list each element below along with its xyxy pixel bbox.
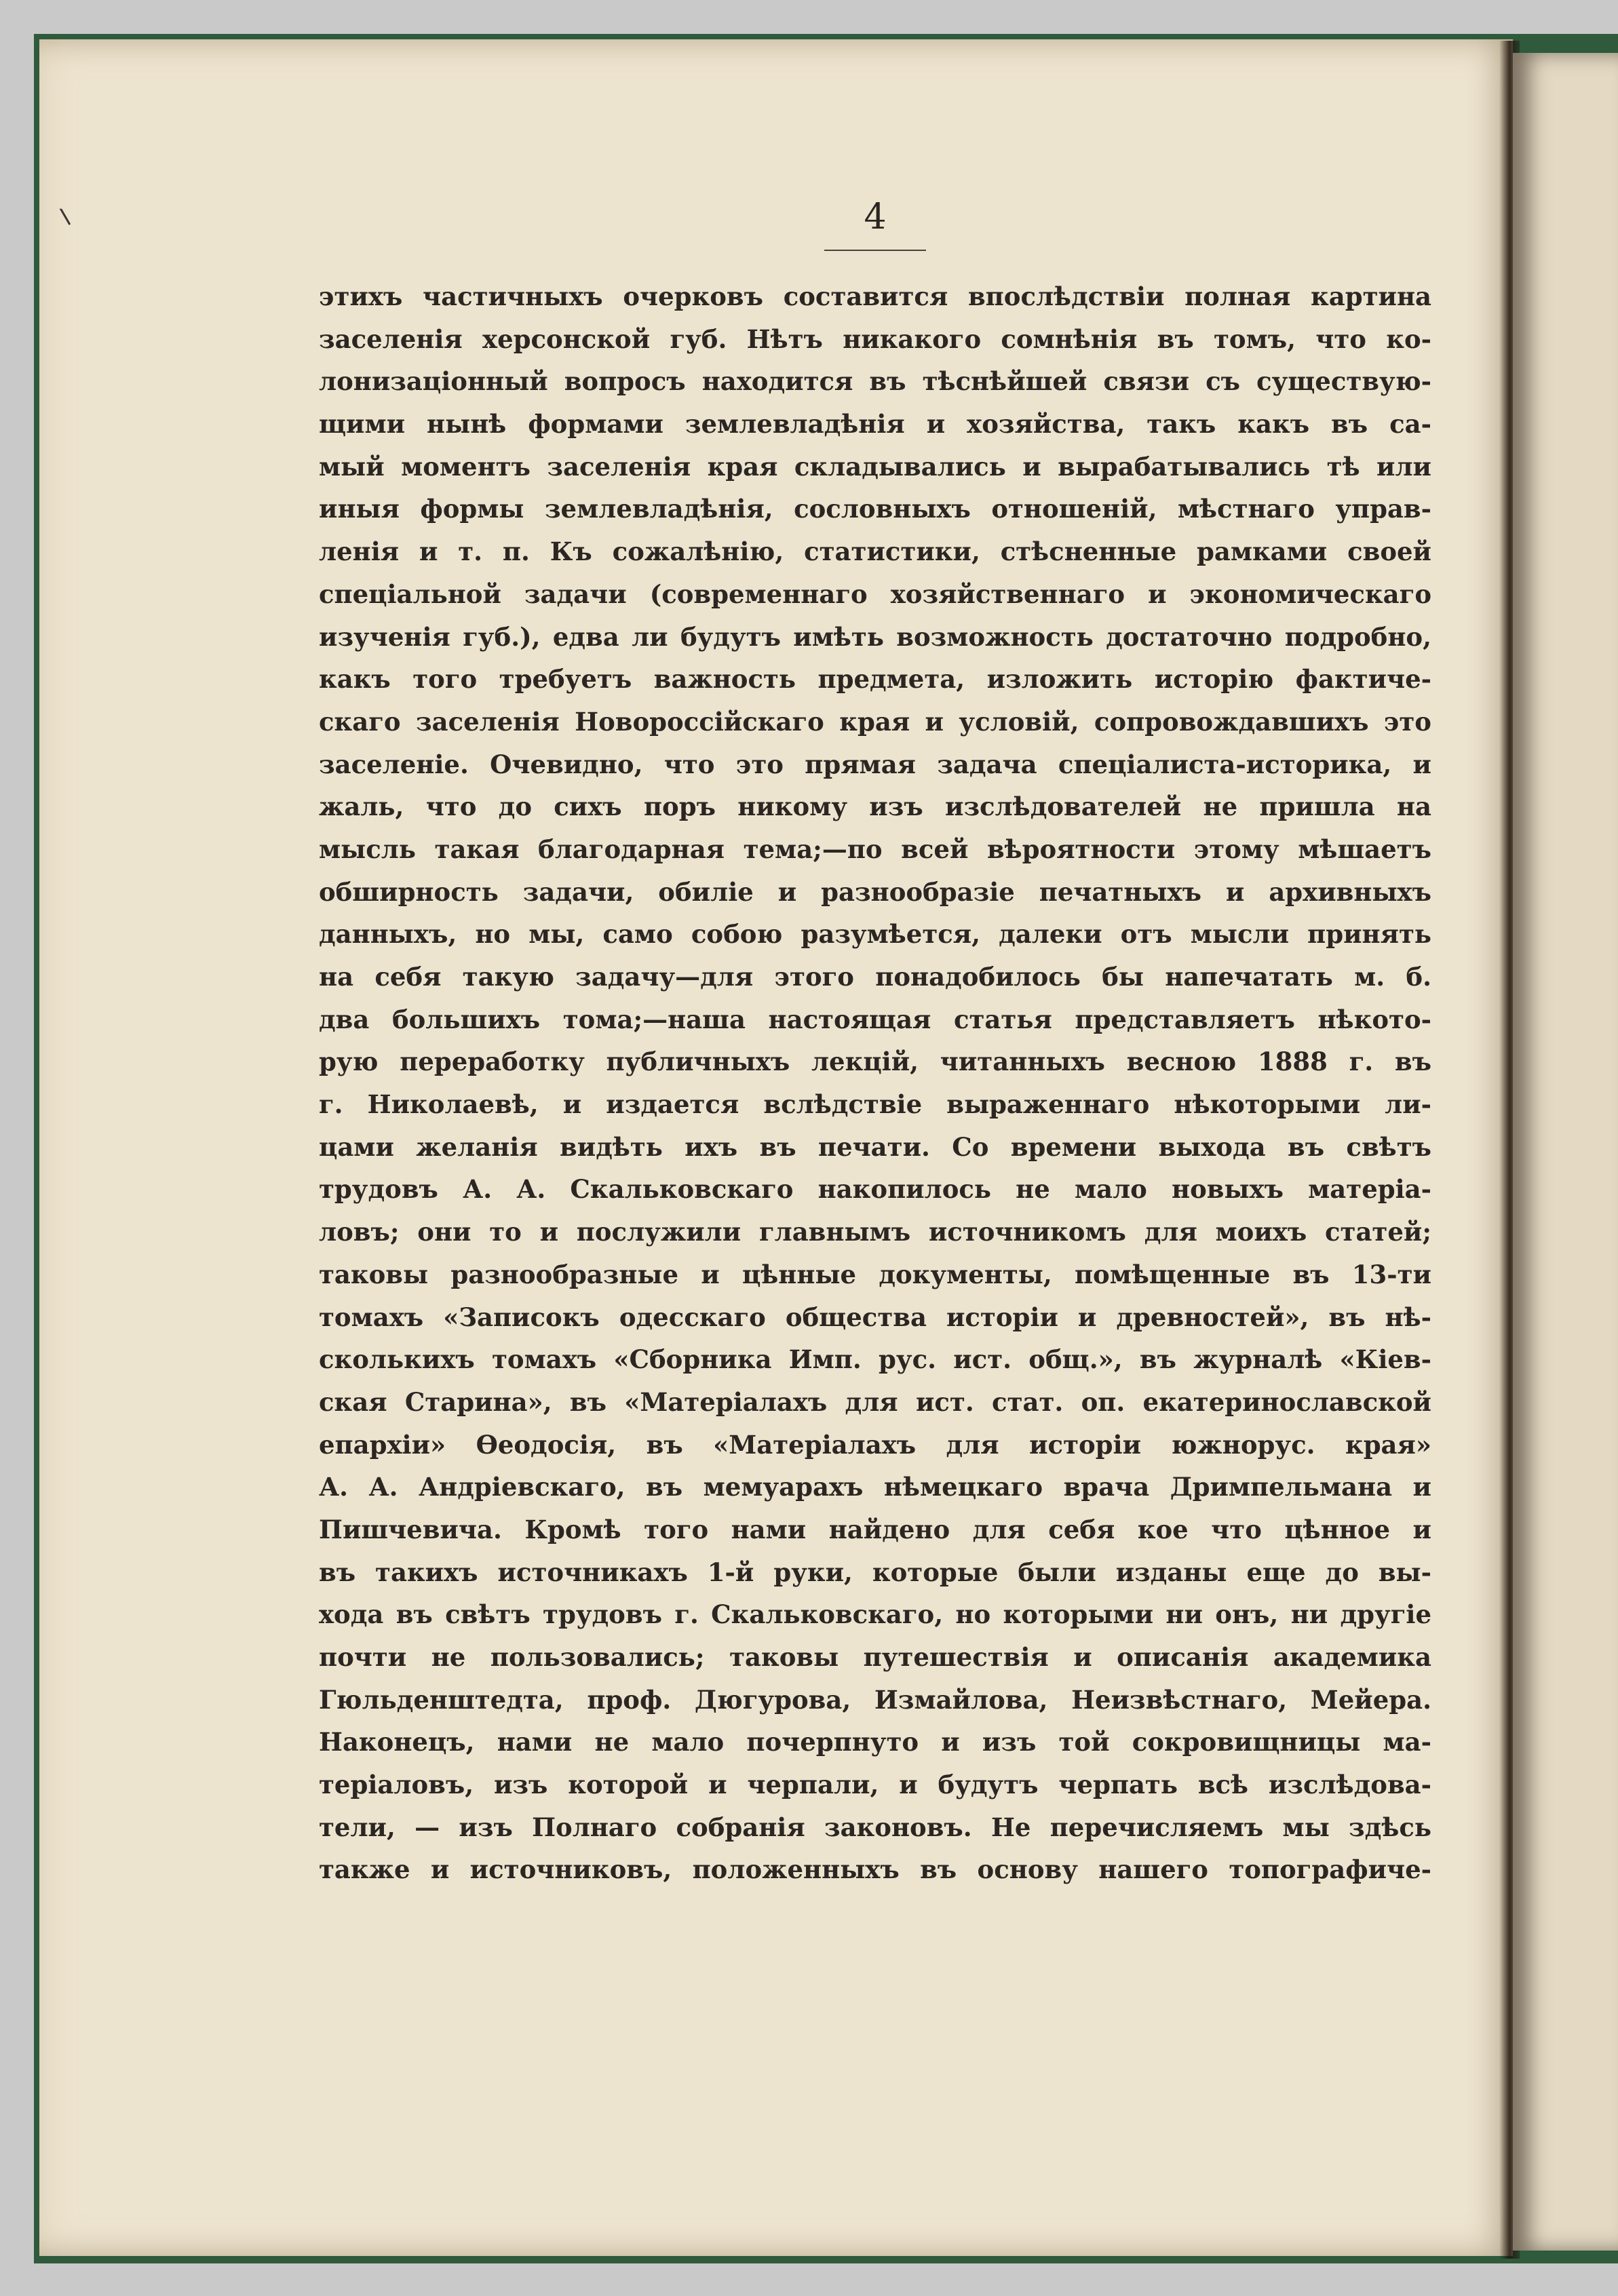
text-line: трудовъ А. А. Скальковскаго накопилось не мало новыхъ матеріа- [319,1174,1431,1205]
text-line: какъ того требуетъ важность предмета, изложить исторію фактиче- [319,664,1431,695]
text-line: почти не пользовались; таковы путешествія и описанія академика [319,1642,1431,1672]
text-line: мый моментъ заселенія края складывались и вырабатывались тѣ или [319,451,1431,482]
text-line: щими нынѣ формами землевладѣнія и хозяйства, такъ какъ въ са- [319,409,1431,440]
facing-page-edge [1513,53,1618,2251]
text-line: г. Николаевѣ, и издается вслѣдствіе выраженнаго нѣкоторыми ли- [319,1089,1431,1120]
body-text [319,275,1431,1891]
text-line: сколькихъ томахъ «Сборника Имп. рус. ист. общ.», въ журналѣ «Кіев- [319,1344,1431,1375]
text-line: тели, — изъ Полнаго собранія законовъ. Не перечисляемъ мы здѣсь [319,1812,1431,1842]
text-line: Гюльденштедта, проф. Дюгурова, Измайлова, Неизвѣстнаго, Мейера. [319,1684,1431,1715]
text-line: изученія губ.), едва ли будутъ имѣть возможность достаточно подробно, [319,621,1431,652]
text-line: таковы разнообразные и цѣнные документы, помѣщенные въ 13-ти [319,1259,1431,1289]
text-line: епархіи» Ѳеодосія, въ «Матеріалахъ для исторіи южнорус. края» [319,1429,1431,1460]
text-line: заселеніе. Очевидно, что это прямая задача спеціалиста-историка, и [319,749,1431,779]
text-line: ленія и т. п. Къ сожалѣнію, статистики, стѣсненные рамками своей [319,537,1431,567]
text-line: Наконецъ, нами не мало почерпнуто и изъ той сокровищницы ма- [319,1727,1431,1757]
text-line: данныхъ, но мы, само собою разумѣется, далеки отъ мысли принять [319,919,1431,950]
text-line: теріаловъ, изъ которой и черпали, и будутъ черпать всѣ изслѣдова- [319,1770,1431,1800]
text-line: цами желанія видѣть ихъ въ печати. Со времени выхода въ свѣтъ [319,1131,1431,1162]
text-line: обширность задачи, обиліе и разнообразіе печатныхъ и архивныхъ [319,876,1431,907]
text-line: А. А. Андріевскаго, въ мемуарахъ нѣмецкаго врача Дримпельмана и [319,1472,1431,1502]
text-line: лонизаціонный вопросъ находится въ тѣснѣйшей связи съ существую- [319,366,1431,397]
page-number: 4 [864,197,887,237]
text-line: два большихъ тома;—наша настоящая статья представляетъ нѣкото- [319,1004,1431,1034]
text-line: хода въ свѣтъ трудовъ г. Скальковскаго, но которыми ни онъ, ни другіе [319,1599,1431,1630]
text-line: томахъ «Записокъ одесскаго общества исторіи и древностей», въ нѣ- [319,1302,1431,1332]
text-line: на себя такую задачу—для этого понадобилось бы напечатать м. б. [319,962,1431,992]
text-line: въ такихъ источникахъ 1-й руки, которые были изданы еще до вы- [319,1557,1431,1587]
text-line: ловъ; они то и послужили главнымъ источникомъ для моихъ статей; [319,1217,1431,1247]
text-line: заселенія херсонской губ. Нѣтъ никакого сомнѣнія въ томъ, что ко- [319,324,1431,354]
text-line: также и источниковъ, положенныхъ въ основу нашего топографиче- [319,1854,1431,1885]
text-line: Пишчевича. Кромѣ того нами найдено для себя кое что цѣнное и [319,1514,1431,1544]
text-line: иныя формы землевладѣнія, сословныхъ отношеній, мѣстнаго управ- [319,494,1431,524]
page-number-rule [824,250,926,251]
text-line: рую переработку публичныхъ лекцій, читанныхъ весною 1888 г. въ [319,1047,1431,1077]
text-line: мысль такая благодарная тема;—по всей вѣроятности этому мѣшаетъ [319,834,1431,864]
text-line: жаль, что до сихъ поръ никому изъ изслѣдователей не пришла на [319,792,1431,822]
text-line: этихъ частичныхъ очерковъ составится впослѣдствіи полная картина [319,281,1431,311]
text-line: ская Старина», въ «Матеріалахъ для ист. стат. оп. екатеринославской [319,1386,1431,1417]
text-line: спеціальной задачи (современнаго хозяйственнаго и экономическаго [319,579,1431,609]
text-line: скаго заселенія Новороссійскаго края и условій, сопровождавшихъ это [319,706,1431,737]
